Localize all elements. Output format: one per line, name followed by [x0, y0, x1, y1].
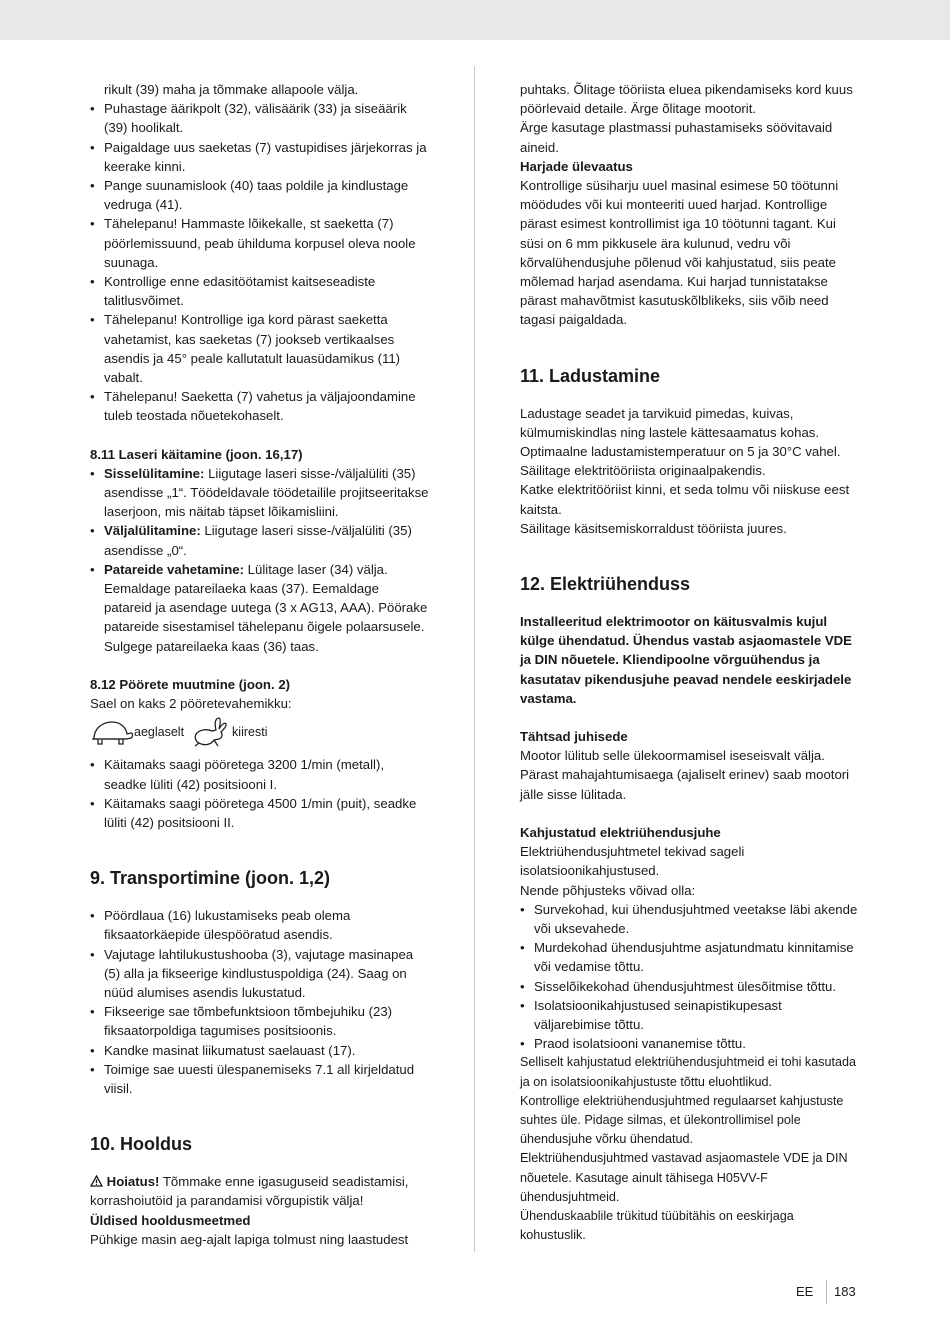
- list-item: • Isolatsioonikahjustused seinapistikupesast väljarebimise tõttu.: [520, 996, 862, 1034]
- list-item: [90, 464, 430, 522]
- list-item: • Praod isolatsiooni vananemise tõttu.: [520, 1034, 862, 1053]
- section-heading: 8.11 Laseri käitamine (joon. 16,17): [90, 446, 303, 462]
- subheading: Üldised hooldusmeetmed: [90, 1212, 251, 1228]
- paragraph: Ärge kasutage plastmassi puhastamiseks söövitavaid aineid.: [520, 120, 833, 155]
- subheading: Tähtsad juhisede: [520, 729, 628, 745]
- list-item: • Käitamaks saagi pööretega 4500 1/min (puit), seadke lüliti (42) positsiooni II.: [90, 794, 430, 832]
- paragraph: Nende põhjusteks võivad olla:: [520, 882, 696, 898]
- bullet-list: [90, 99, 430, 425]
- list-item: • Kandke masinat liikumatust saelauast (17).: [90, 1041, 430, 1060]
- list-item: [90, 560, 430, 656]
- top-header-bar: [0, 0, 950, 40]
- column-divider: [474, 66, 475, 1252]
- item-text: Lülitage laser (34) välja. Eemaldage patareilaeka kaas (37). Eemaldage patareid ja asendage uutega (3 x AG13, AAA). Pöörake patareide sisestamisel tähelepanu õigele polaarsusele. Sulgege patareilaeka kaas (36) taas.: [104, 561, 428, 654]
- right-column: [520, 80, 862, 1245]
- chapter-title: 12. Elektriühenduss: [520, 574, 691, 595]
- paragraph: puhtaks. Õlitage tööriista eluea pikendamiseks kord kuus pöörlevaid detaile. Ärge õlitage mootorit.: [520, 82, 853, 117]
- turtle-icon: [90, 717, 134, 747]
- list-item: • Toimige sae uuesti ülespanemiseks 7.1 all kirjeldatud viisil.: [90, 1060, 430, 1098]
- warning-label: Hoiatus!: [106, 1174, 160, 1190]
- speed-slow-label: aeglaselt: [134, 724, 185, 739]
- item-label: Sisselülitamine:: [104, 465, 205, 481]
- list-item: • Pöördlaua (16) lukustamiseks peab olema fiksaatorkäepide ülespööratud asendis.: [90, 906, 430, 944]
- paragraph: Säilitage elektritööriista originaalpakendis.: [520, 463, 766, 479]
- paragraph: Ühenduskaablile trükitud tüübitähis on eeskirjaga kohustuslik.: [520, 1208, 794, 1243]
- item-text: Liigutage laseri sisse-/väljalüliti (35) asendisse „1“. Töödeldavale töödetailile projitseeritakse laserjoon, mis näitab täpset lõikamisliini.: [104, 465, 429, 520]
- bullet-list: [90, 906, 430, 1098]
- bullet-list: [520, 900, 862, 1054]
- page-number: 183: [834, 1284, 856, 1299]
- paragraph: rikult (39) maha ja tõmmake allapoole välja.: [104, 82, 359, 97]
- subheading: Harjade ülevaatus: [520, 158, 633, 174]
- paragraph: Sael on kaks 2 pööretevahemikku:: [90, 696, 292, 712]
- rabbit-icon: [192, 716, 228, 748]
- list-item: • Kontrollige enne edasitöötamist kaitseseadiste talitlusvõimet.: [90, 272, 430, 310]
- speed-fast-label: kiiresti: [232, 724, 268, 739]
- paragraph: Katke elektritööriist kinni, et seda tolmu või niiskuse eest kaitsta.: [520, 482, 850, 517]
- paragraph: Säilitage käsitsemiskorraldust tööriista juures.: [520, 520, 787, 536]
- list-item: • Puhastage äärikpolt (32), välisäärik (33) ja siseäärik (39) hoolikalt.: [90, 99, 430, 137]
- list-item: • Pange suunamislook (40) taas poldile ja kindlustage vedruga (41).: [90, 176, 430, 214]
- bold-paragraph: Installeeritud elektrimootor on käitusvalmis kujul külge ühendatud. Ühendus vastab asjaomastele VDE ja DIN nõuetele. Kliendipoolne võrguühendus ja kasutatav pikendusjuhe peavad nendele eeskirjadele vastama.: [520, 614, 852, 706]
- list-item: • Murdekohad ühendusjuhtme asjatundmatu kinnitamise või vedamise tõttu.: [520, 938, 862, 976]
- list-item: • Vajutage lahtilukustushooba (3), vajutage masinapea (5) alla ja fikseerige kindlustuspoldiga (24). Saag on nüüd alumises asendis lukustatud.: [90, 945, 430, 1003]
- left-column: [90, 80, 430, 1249]
- bullet-list: [90, 755, 430, 832]
- warning-icon: [90, 1175, 103, 1187]
- list-item: [90, 521, 430, 559]
- list-item: • Tähelepanu! Hammaste lõikekalle, st saeketta (7) pöörlemissuund, peab ühilduma korpusel oleva noole suunaga.: [90, 214, 430, 272]
- paragraph: Ladustage seadet ja tarvikuid pimedas, kuivas, külmumiskindlas ning lastele kättesaamatus kohas. Optimaalne ladustamistemperatuur on 5 ja 30°C vahel.: [520, 405, 841, 460]
- list-item: • Paigaldage uus saeketas (7) vastupidises järjekorras ja keerake kinni.: [90, 138, 430, 176]
- list-item: • Tähelepanu! Kontrollige iga kord pärast saeketta vahetamist, kas saeketas (7) jookseb vertikaalses asendis ja 45° peale kallutatult lauasüdamikus (11) vabalt.: [90, 310, 430, 387]
- bullet-list: [90, 464, 430, 656]
- paragraph: Kontrollige süsiharju uuel masinal esimese 50 töötunni möödudes või kui monteeriti uued harjad. Kontrollige pärast esimest kontrollimist iga 10 töötunni tagant. Kui süsi on 6 mm pikkusele ära kulunud, vedru või kõrvalühendusjuhe põlenud või kahjustatud, siis peate mõlemad harjad asendama. Kui harjad tunnistatakse pärast mahavõtmist kasutuskõlblikeks, siis võib need tagasi paigaldada.: [520, 178, 839, 328]
- list-item: • Fikseerige sae tõmbefunktsioon tõmbejuhiku (23) fiksaatorpoldiga tagumises positsioonis.: [90, 1002, 430, 1040]
- list-item: • Käitamaks saagi pööretega 3200 1/min (metall), seadke lüliti (42) positsiooni I.: [90, 755, 430, 793]
- chapter-title: 10. Hooldus: [90, 1134, 193, 1155]
- footer-language: EE: [796, 1284, 814, 1299]
- chapter-title: 9. Transportimine (joon. 1,2): [90, 868, 331, 889]
- list-item: • Survekohad, kui ühendusjuhtmed veetakse läbi akende või uksevahede.: [520, 900, 862, 938]
- warning-paragraph: [90, 1172, 430, 1210]
- paragraph: Elektriühendusjuhtmed vastavad asjaomastele VDE ja DIN nõuetele. Kasutage ainult tähisega H05VV-F ühendusjuhtmeid.: [520, 1151, 848, 1204]
- paragraph: Kontrollige elektriühendusjuhtmed regulaarset kahjustuste suhtes üle. Pidage silmas, et ülekontrollimisel pole ühendusjuhe võrku ühendatud.: [520, 1093, 844, 1147]
- section-heading: 8.12 Pöörete muutmine (joon. 2): [90, 676, 291, 692]
- item-label: Patareide vahetamine:: [104, 561, 244, 577]
- speed-legend: [90, 713, 430, 751]
- paragraph: Selliselt kahjustatud elektriühendusjuhtmeid ei tohi kasutada ja on isolatsioonikahjustuste tõttu eluohtlikud.: [520, 1055, 857, 1089]
- subheading: Kahjustatud elektriühendusjuhe: [520, 824, 721, 840]
- paragraph: Pühkige masin aeg-ajalt lapiga tolmust ning laastudest: [90, 1231, 409, 1247]
- item-label: Väljalülitamine:: [104, 523, 201, 539]
- chapter-title: 11. Ladustamine: [520, 365, 661, 386]
- warning-text: Tõmmake enne igasuguseid seadistamisi, korrashoiutöid ja parandamisi võrgupistik välja!: [90, 1174, 409, 1209]
- paragraph: Mootor lülitub selle ülekoormamisel iseseisvalt välja. Pärast mahajahtumisaega (ajaliselt erinev) saab mootori jälle sisse lülitada.: [520, 748, 850, 802]
- paragraph: Elektriühendusjuhtmetel tekivad sageli isolatsioonikahjustused.: [520, 844, 745, 879]
- list-item: • Tähelepanu! Saeketta (7) vahetus ja väljajoondamine tuleb teostada nõuetekohaselt.: [90, 387, 430, 425]
- list-item: • Sisselõikekohad ühendusjuhtmest ülesõitmise tõttu.: [520, 977, 862, 996]
- footer-separator: [826, 1280, 827, 1304]
- item-text: Liigutage laseri sisse-/väljalüliti (35) asendisse „0“.: [104, 523, 412, 558]
